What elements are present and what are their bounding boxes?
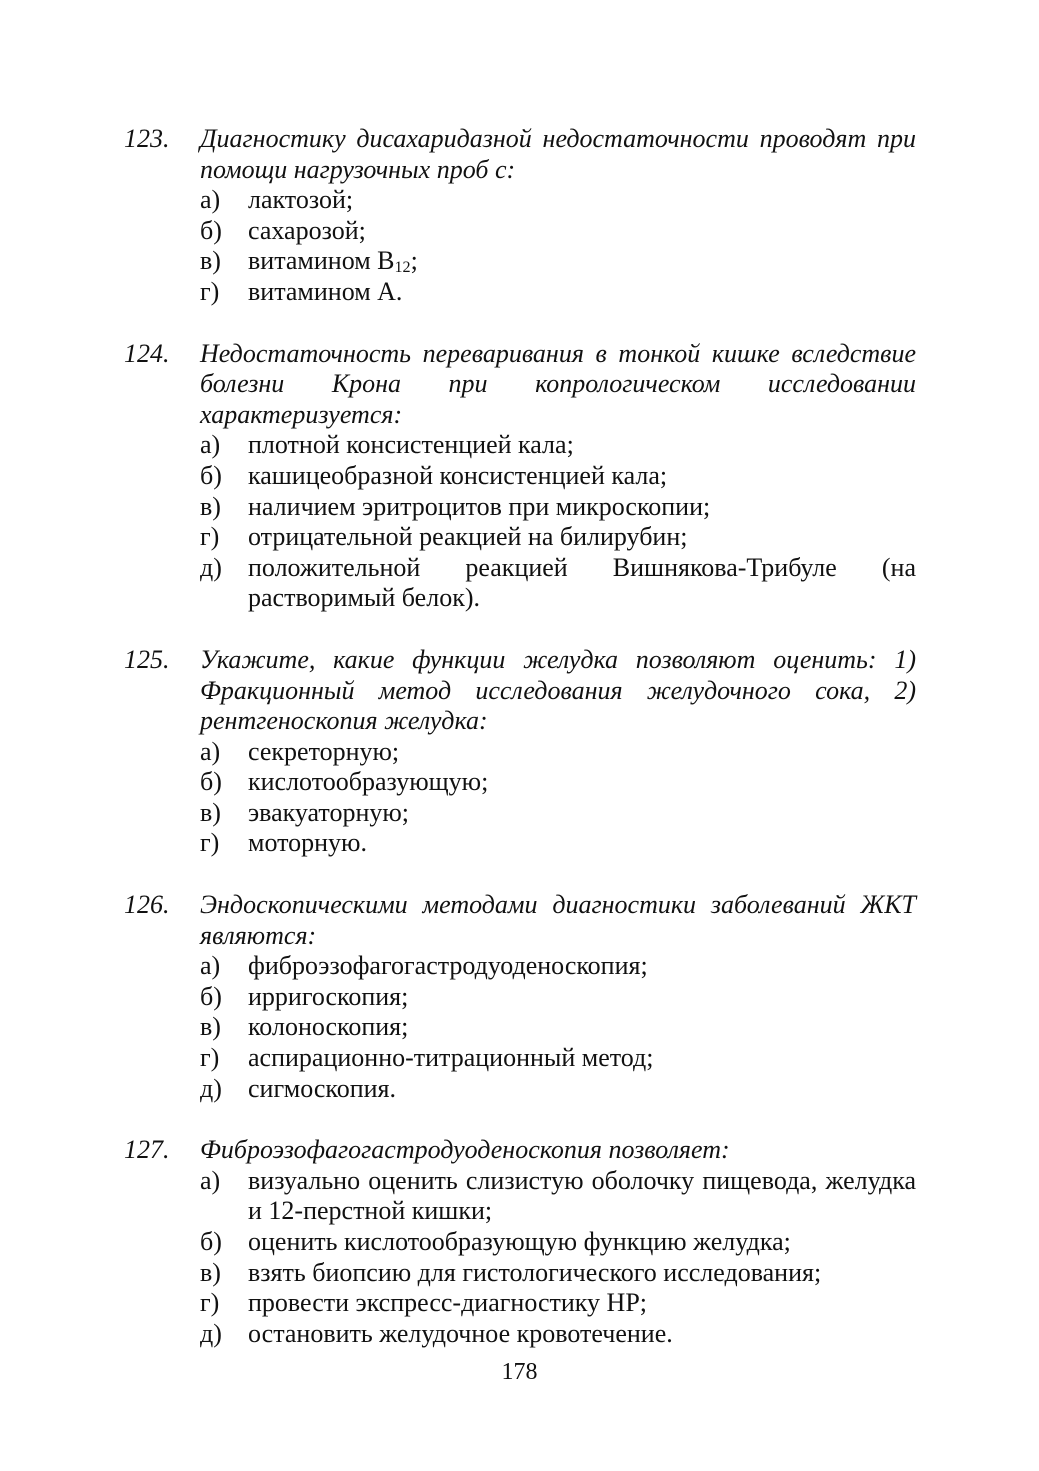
answer-option	[200, 737, 916, 768]
answer-option	[200, 553, 916, 614]
answer-letter: в)	[200, 797, 221, 827]
answer-text: витамином А.	[248, 276, 403, 306]
answer-text: наличием эритроцитов при микроскопии;	[248, 491, 711, 521]
answer-option	[200, 1288, 916, 1319]
answer-subscript: 12	[394, 259, 411, 277]
answer-text: остановить желудочное кровотечение.	[248, 1318, 673, 1348]
answer-text: взять биопсию для гистологического исследования;	[248, 1257, 822, 1287]
answer-option	[200, 1227, 916, 1258]
answer-text: аспирационно-титрационный метод;	[248, 1043, 654, 1073]
answer-option	[200, 246, 916, 277]
answer-letter: в)	[200, 246, 221, 276]
question-127	[124, 1135, 916, 1349]
answer-letter: в)	[200, 491, 221, 521]
question-number: 124.	[124, 338, 170, 368]
answer-letter: в)	[200, 1012, 221, 1042]
answer-text: кашицеобразной консистенцией кала;	[248, 460, 668, 490]
question-text: Фиброэзофагогастродуоденоскопия позволяет:	[200, 1135, 730, 1165]
answer-text: эвакуаторную;	[248, 797, 410, 827]
answer-option	[200, 982, 916, 1013]
answer-letter: б)	[200, 981, 222, 1011]
answer-letter: б)	[200, 215, 222, 245]
answer-letter: г)	[200, 1043, 220, 1073]
answer-option	[200, 1166, 916, 1227]
answer-text: положительной реакцией Вишнякова-Трибуле (на растворимый белок).	[248, 552, 916, 613]
answer-option	[200, 1043, 916, 1074]
answer-option	[200, 951, 916, 982]
question-124	[124, 339, 916, 614]
answer-text-group	[248, 246, 916, 277]
answer-option	[200, 185, 916, 216]
answer-text: сигмоскопия.	[248, 1073, 397, 1103]
question-number: 127.	[124, 1135, 170, 1165]
answer-text: колоноскопия;	[248, 1012, 409, 1042]
answer-list	[124, 737, 916, 859]
question-123	[124, 124, 916, 308]
answer-option	[200, 798, 916, 829]
answer-option	[200, 1012, 916, 1043]
answer-letter: в)	[200, 1257, 221, 1287]
answer-option	[200, 1319, 916, 1350]
answer-text: визуально оценить слизистую оболочку пищевода, желудка и 12-перстной кишки;	[248, 1165, 916, 1226]
answer-letter: а)	[200, 430, 221, 460]
answer-text: плотной консистенцией кала;	[248, 430, 574, 460]
answer-list	[124, 951, 916, 1104]
answer-text: провести экспресс-диагностику HP;	[248, 1288, 648, 1318]
answer-text: сахарозой;	[248, 215, 366, 245]
answer-option	[200, 430, 916, 461]
answer-text: ирригоскопия;	[248, 981, 409, 1011]
question-125	[124, 645, 916, 859]
page-number: 178	[501, 1359, 538, 1385]
question-126	[124, 890, 916, 1104]
answer-list	[124, 1166, 916, 1350]
answer-letter: д)	[200, 1318, 222, 1348]
answer-letter: а)	[200, 1165, 221, 1195]
answer-text-suffix: ;	[410, 246, 418, 276]
answer-letter: б)	[200, 460, 222, 490]
answer-text: оценить кислотообразующую функцию желудка;	[248, 1227, 791, 1256]
answer-option	[200, 461, 916, 492]
answer-letter: а)	[200, 736, 221, 766]
answer-text: отрицательной реакцией на билирубин;	[248, 522, 688, 552]
page-content	[124, 124, 916, 1380]
answer-letter: б)	[200, 767, 222, 797]
answer-letter: г)	[200, 522, 220, 552]
answer-option	[200, 1074, 916, 1105]
answer-text: кислотообразующую;	[248, 767, 489, 797]
answer-letter: д)	[200, 1073, 222, 1103]
answer-letter: б)	[200, 1227, 222, 1256]
answer-option	[200, 277, 916, 308]
answer-list	[124, 430, 916, 614]
answer-text: лактозой;	[248, 185, 354, 215]
answer-text: витамином B	[248, 246, 395, 276]
answer-letter: г)	[200, 828, 220, 858]
question-text: Эндоскопическими методами диагностики заболеваний ЖКТ являются:	[200, 890, 916, 950]
answer-option	[200, 767, 916, 798]
question-number: 125.	[124, 644, 170, 674]
question-number: 123.	[124, 124, 170, 153]
answer-text: фиброэзофагогастродуоденоскопия;	[248, 951, 648, 981]
answer-option	[200, 1258, 916, 1289]
question-text: Укажите, какие функции желудка позволяют оценить: 1) Фракционный метод исследования желудочного сока, 2) рентгеноскопия желудка:	[200, 644, 916, 736]
answer-list	[124, 185, 916, 307]
answer-letter: а)	[200, 951, 221, 981]
answer-text: моторную.	[248, 828, 367, 858]
question-text: Диагностику дисахаридазной недостаточности проводят при помощи нагрузочных проб с:	[200, 124, 916, 184]
answer-letter: а)	[200, 185, 221, 215]
answer-option	[200, 492, 916, 523]
answer-option	[200, 522, 916, 553]
answer-text: секреторную;	[248, 736, 400, 766]
answer-letter: г)	[200, 1288, 220, 1318]
answer-option	[200, 216, 916, 247]
answer-letter: г)	[200, 276, 220, 306]
question-text: Недостаточность переваривания в тонкой кишке вследствие болезни Крона при копрологическом исследовании характеризуется:	[200, 338, 916, 429]
answer-option	[200, 828, 916, 859]
question-number: 126.	[124, 890, 170, 920]
answer-letter: д)	[200, 552, 222, 582]
